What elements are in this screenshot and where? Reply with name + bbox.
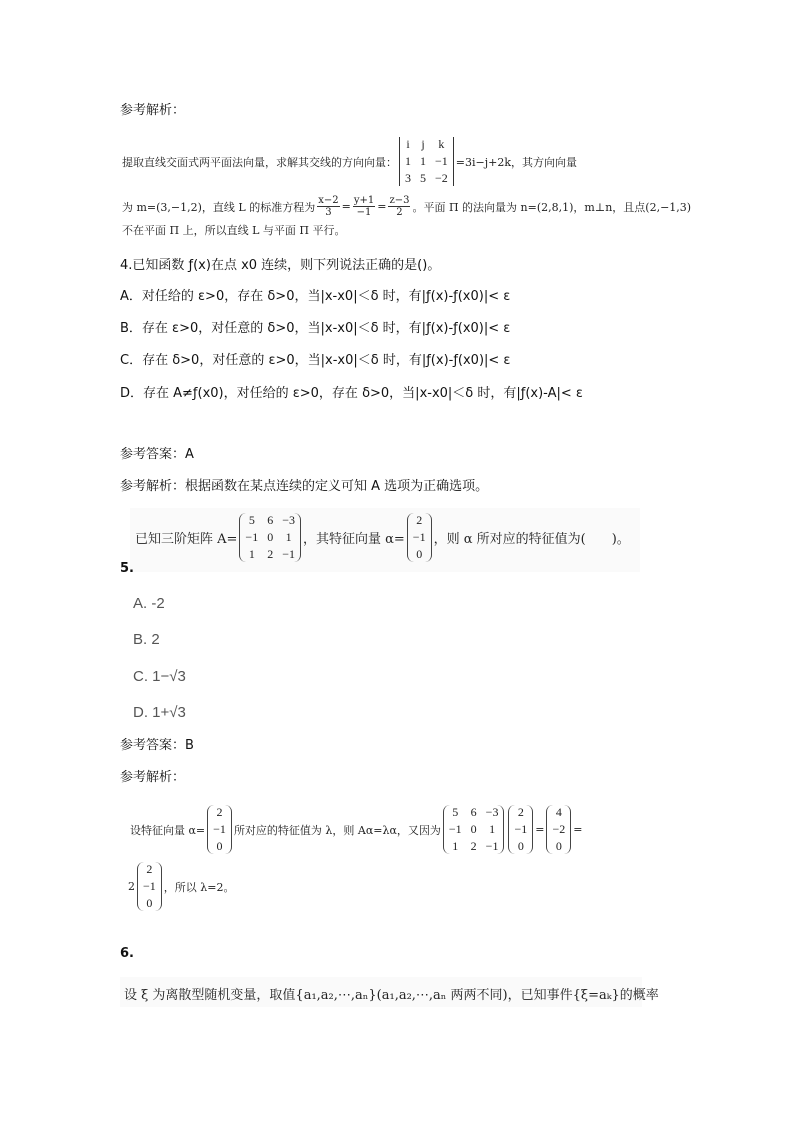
q6-number: 6. [120, 946, 134, 961]
text: 设特征向量 α= [130, 823, 206, 837]
fraction [353, 195, 375, 218]
matrix-cell: −1 [412, 530, 426, 544]
matrix-cell: 0 [470, 822, 477, 836]
fraction [388, 195, 410, 218]
matrix-cell: −1 [448, 822, 462, 836]
q5-option-a: A. -2 [133, 595, 165, 612]
matrix-a [239, 513, 301, 562]
matrix-cell: 1 [452, 839, 459, 853]
denominator: 3 [325, 207, 332, 218]
matrix-cell: 5 [248, 513, 255, 527]
matrix-cell: 6 [267, 513, 274, 527]
matrix-cell: 0 [517, 839, 524, 853]
matrix-cell: −1 [435, 154, 448, 168]
text: 为 m=(3,−1,2)，直线 L 的标准方程为 [122, 200, 316, 214]
q3-analysis-line1 [122, 137, 577, 186]
text: ，所以 λ=2。 [163, 880, 235, 894]
q5-option-b: B. 2 [133, 631, 160, 648]
text: 已知三阶矩阵 A= [135, 532, 238, 547]
matrix-cell: 0 [267, 530, 274, 544]
q4-question: 4.已知函数 ƒ(x)在点 x0 连续，则下列说法正确的是()。 [120, 258, 441, 273]
numerator: y+1 [353, 195, 375, 206]
matrix-cell: −2 [552, 822, 566, 836]
matrix-cell: 2 [416, 513, 423, 527]
q6-question: 设 ξ 为离散型随机变量，取值{a₁,a₂,⋯,aₙ}(a₁,a₂,⋯,aₙ 两两不同)，已知事件{ξ=aₖ}的概率 [124, 988, 659, 1003]
text: = [573, 823, 583, 836]
q5-analysis-line2 [128, 862, 234, 911]
q4-option-b: B．存在 ε>0，对任意的 δ>0，当|x-x0|＜δ 时，有|ƒ(x)-ƒ(x0)|< ε [120, 321, 511, 336]
matrix-cell: 0 [555, 839, 562, 853]
matrix-cell: i [406, 137, 410, 151]
matrix-cell: −3 [485, 805, 499, 819]
matrix-cell: 2 [146, 862, 153, 876]
matrix-cell: 1 [489, 822, 496, 836]
text: 。平面 Π 的法向量为 n=(2,8,1)，m⊥n，且点(2,−1,3) [412, 200, 692, 214]
numerator: x−2 [318, 195, 339, 206]
matrix-cell: 2 [470, 839, 477, 853]
text: =3i−j+2k，其方向向量 [455, 155, 578, 169]
matrix-cell: 2 [517, 805, 524, 819]
q4-option-d: D．存在 A≠ƒ(x0)，对任给的 ε>0，存在 δ>0，当|x-x0|＜δ 时，有|ƒ(x)-A|< ε [120, 386, 583, 401]
matrix-cell: 4 [555, 805, 562, 819]
matrix-cell: −1 [485, 839, 499, 853]
matrix-cell: −1 [213, 822, 226, 836]
matrix-cell: 3 [405, 171, 411, 185]
matrix-cell: 2 [267, 547, 274, 561]
matrix-cell: −1 [282, 547, 295, 561]
text: = [535, 823, 545, 836]
vector-alpha [407, 513, 432, 562]
fraction [317, 195, 339, 218]
analysis-label: 参考解析： [120, 103, 186, 118]
matrix-cell: 0 [146, 896, 153, 910]
text: ，则 α 所对应的特征值为( )。 [433, 532, 630, 547]
text: ，其特征向量 α= [302, 532, 405, 547]
q5-number: 5. [120, 561, 134, 576]
denominator: 2 [396, 207, 403, 218]
q4-analysis: 参考解析：根据函数在某点连续的定义可知 A 选项为正确选项。 [120, 479, 489, 494]
matrix-cell: 1 [285, 530, 292, 544]
matrix-cell: 6 [470, 805, 477, 819]
matrix-cell: −1 [245, 530, 259, 544]
vector-alpha [137, 862, 162, 911]
matrix-cell: j [421, 137, 425, 151]
text: 2 [128, 880, 135, 893]
matrix-cell: 2 [216, 805, 223, 819]
matrix-cell: 1 [420, 154, 426, 168]
vector-alpha [508, 805, 533, 854]
determinant [399, 137, 454, 186]
matrix-cell: −2 [435, 171, 448, 185]
q5-analysis-line1 [130, 805, 582, 854]
matrix-cell: 0 [416, 547, 423, 561]
matrix-cell: 1 [405, 154, 411, 168]
text: 提取直线交面式两平面法向量，求解其交线的方向向量： [122, 155, 397, 169]
matrix-cell: 5 [420, 171, 426, 185]
q3-analysis-line2 [122, 195, 691, 218]
equals-sign: = [377, 200, 387, 213]
q5-option-d: D. 1+√3 [133, 704, 186, 721]
denominator: −1 [356, 207, 372, 218]
vector-alpha [207, 805, 232, 854]
matrix-cell: 0 [216, 839, 223, 853]
matrix-cell: −1 [514, 822, 528, 836]
matrix-cell: k [438, 137, 445, 151]
numerator: z−3 [389, 195, 410, 206]
q5-answer: 参考答案：B [120, 738, 194, 753]
q4-answer: 参考答案：A [120, 447, 194, 462]
text: 所对应的特征值为 λ，则 Aα=λα，又因为 [233, 823, 441, 837]
q3-analysis-line3: 不在平面 Π 上，所以直线 L 与平面 Π 平行。 [122, 224, 346, 237]
matrix-cell: 5 [452, 805, 459, 819]
equals-sign: = [341, 200, 351, 213]
q4-option-c: C．存在 δ>0，对任意的 ε>0，当|x-x0|＜δ 时，有|ƒ(x)-ƒ(x0)|< ε [120, 353, 511, 368]
q5-question [135, 513, 630, 562]
matrix-cell: 1 [248, 547, 255, 561]
q5-option-c: C. 1−√3 [133, 668, 186, 685]
matrix-a [443, 805, 505, 854]
q5-analysis-label: 参考解析： [120, 770, 186, 785]
q4-option-a: A．对任给的 ε>0，存在 δ>0，当|x-x0|＜δ 时，有|ƒ(x)-ƒ(x0)|< ε [120, 289, 511, 304]
result-vector [546, 805, 571, 854]
matrix-cell: −3 [282, 513, 295, 527]
line-equation [315, 195, 412, 218]
matrix-cell: −1 [143, 879, 156, 893]
